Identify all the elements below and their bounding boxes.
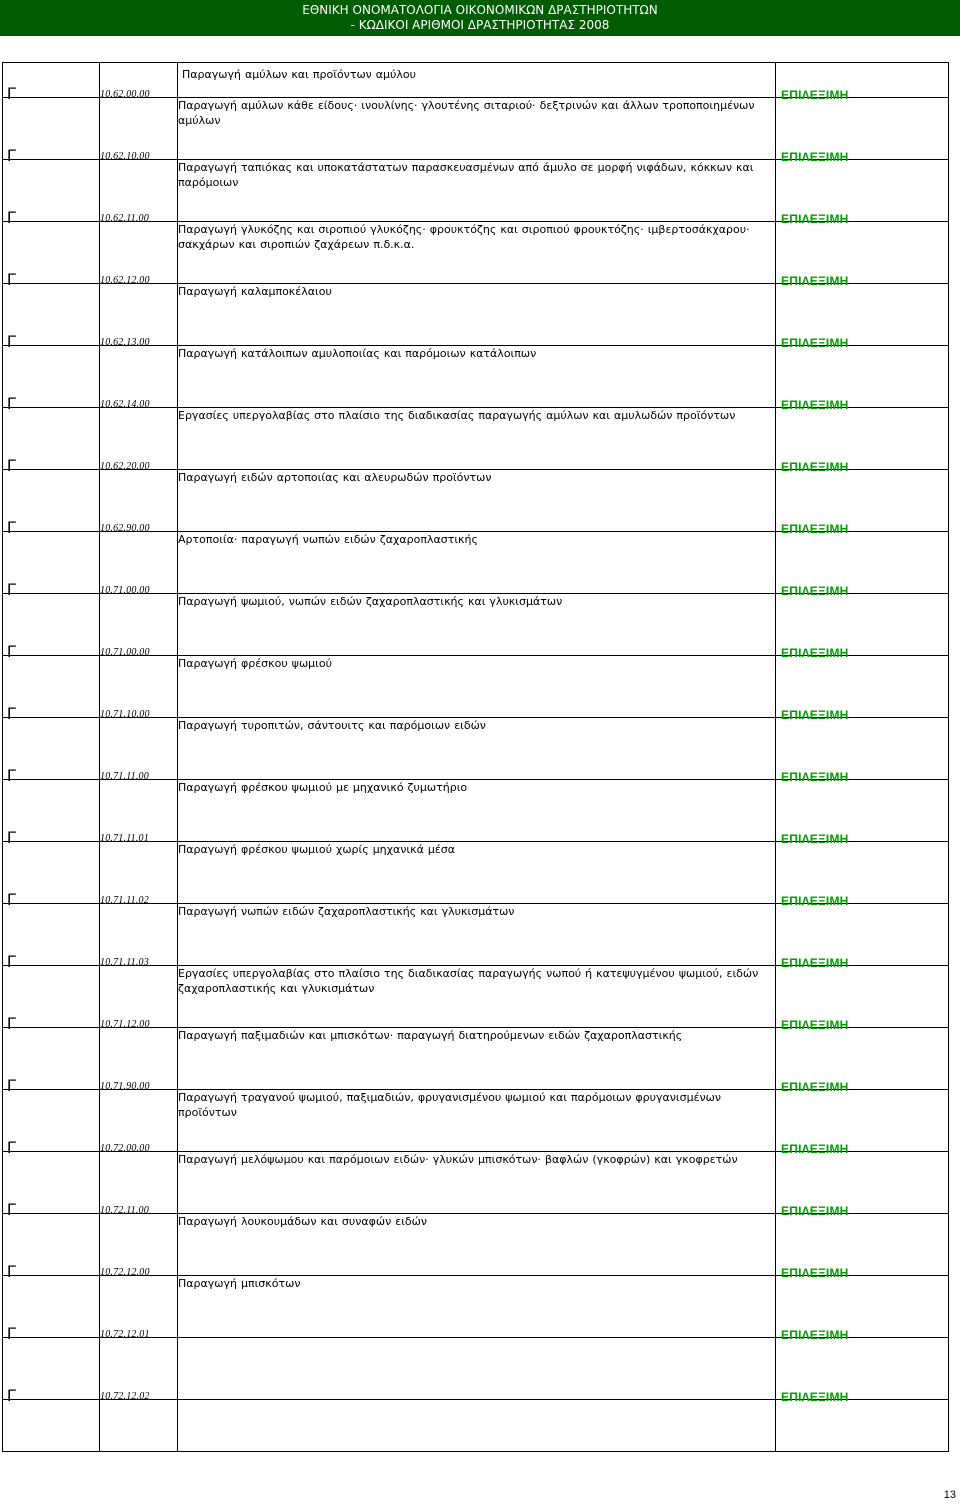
category-letter: Γ bbox=[7, 890, 17, 909]
category-letter: Γ bbox=[7, 1386, 17, 1405]
category-letter: Γ bbox=[7, 766, 17, 785]
activity-description: Αρτοποιία· παραγωγή νωπών ειδών ζαχαροπλαστικής bbox=[178, 532, 776, 594]
activity-code: 10.62.14.00 bbox=[100, 399, 150, 410]
page-header bbox=[0, 0, 960, 36]
table-cell bbox=[3, 1076, 100, 1152]
activity-code: 10.71.12.00 bbox=[100, 1019, 150, 1030]
table-cell bbox=[776, 1390, 949, 1452]
activity-description: Εργασίες υπεργολαβίας στο πλαίσιο της διαδικασίας παραγωγής νωπού ή κατεψυγμένου ψωμιού, ειδών ζαχαροπλαστικής και γλυκισμάτων bbox=[178, 966, 776, 1028]
eligible-label: ΕΠΙΛΕΞΙΜΗ bbox=[781, 522, 849, 536]
table-cell bbox=[3, 146, 100, 222]
category-letter: Γ bbox=[7, 1324, 17, 1343]
eligible-label: ΕΠΙΛΕΞΙΜΗ bbox=[781, 1080, 849, 1094]
table-cell bbox=[3, 580, 100, 656]
activity-description: Παραγωγή μπισκότων bbox=[178, 1276, 776, 1338]
table-cell bbox=[3, 642, 100, 718]
eligible-label: ΕΠΙΛΕΞΙΜΗ bbox=[781, 1390, 849, 1404]
activity-description: Παραγωγή τραγανού ψωμιού, παξιμαδιών, φρυγανισμένου ψωμιού και παρόμοιων φρυγανισμένων προϊόντων bbox=[178, 1090, 776, 1152]
activity-description: Παραγωγή κατάλοιπων αμυλοποιίας και παρόμοιων κατάλοιπων bbox=[178, 346, 776, 408]
table-cell bbox=[3, 63, 100, 98]
eligible-label: ΕΠΙΛΕΞΙΜΗ bbox=[781, 1142, 849, 1156]
activity-description: Παραγωγή αμύλων κάθε είδους· ινουλίνης· γλουτένης σιταριού· δεξτρινών και άλλων τροποποιημένων αμύλων bbox=[178, 98, 776, 160]
category-letter: Γ bbox=[7, 456, 17, 475]
activity-description: Παραγωγή φρέσκου ψωμιού με μηχανικό ζυμωτήριο bbox=[178, 780, 776, 842]
activity-code: 10.62.90.00 bbox=[100, 523, 150, 534]
activity-description: Εργασίες υπεργολαβίας στο πλαίσιο της διαδικασίας παραγωγής αμύλων και αμυλωδών προϊόντων bbox=[178, 408, 776, 470]
header-title-line2: - ΚΩΔΙΚΟΙ ΑΡΙΘΜΟΙ ΔΡΑΣΤΗΡΙΟΤΗΤΑΣ 2008 bbox=[350, 18, 610, 32]
category-letter: Γ bbox=[7, 1138, 17, 1157]
table-cell bbox=[3, 1200, 100, 1276]
table-cell bbox=[3, 952, 100, 1028]
activity-description bbox=[178, 1400, 776, 1452]
activity-code: 10.71.11.03 bbox=[100, 957, 149, 968]
category-letter: Γ bbox=[7, 1014, 17, 1033]
activity-description: Παραγωγή φρέσκου ψωμιού bbox=[178, 656, 776, 718]
category-letter: Γ bbox=[7, 208, 17, 227]
table-cell bbox=[3, 394, 100, 470]
table-cell bbox=[3, 1386, 100, 1452]
eligible-label: ΕΠΙΛΕΞΙΜΗ bbox=[781, 1204, 849, 1218]
activity-code: 10.62.12.00 bbox=[100, 275, 150, 286]
activity-description bbox=[178, 1338, 776, 1400]
table-cell bbox=[3, 704, 100, 780]
category-letter: Γ bbox=[7, 270, 17, 289]
eligible-label: ΕΠΙΛΕΞΙΜΗ bbox=[781, 336, 849, 350]
table-cell bbox=[3, 1262, 100, 1338]
eligible-label: ΕΠΙΛΕΞΙΜΗ bbox=[781, 150, 849, 164]
category-letter: Γ bbox=[7, 952, 17, 971]
eligible-label: ΕΠΙΛΕΞΙΜΗ bbox=[781, 398, 849, 412]
activity-description: Παραγωγή καλαμποκέλαιου bbox=[178, 284, 776, 346]
activity-code: 10.62.13.00 bbox=[100, 337, 150, 348]
page-number: 13 bbox=[943, 1489, 956, 1501]
activity-codes-table bbox=[2, 62, 949, 1452]
eligible-label: ΕΠΙΛΕΞΙΜΗ bbox=[781, 956, 849, 970]
activity-code: 10.62.20.00 bbox=[100, 461, 150, 472]
activity-code: 10.72.12.00 bbox=[100, 1267, 150, 1278]
activity-description: Παραγωγή αμύλων και προϊόντων αμύλου bbox=[178, 63, 776, 98]
table-row bbox=[3, 1400, 949, 1452]
category-letter: Γ bbox=[7, 1076, 17, 1095]
eligible-label: ΕΠΙΛΕΞΙΜΗ bbox=[781, 460, 849, 474]
activity-code: 10.72.12.01 bbox=[100, 1329, 150, 1340]
eligible-label: ΕΠΙΛΕΞΙΜΗ bbox=[781, 646, 849, 660]
table-cell bbox=[3, 1324, 100, 1400]
activity-description: Παραγωγή γλυκόζης και σιροπιού γλυκόζης· φρουκτόζης και σιροπιού φρουκτόζης· ιμβερτοσάκχαρου· σακχάρων και σιροπιών ζαχάρεων π.δ.κ.α. bbox=[178, 222, 776, 284]
category-letter: Γ bbox=[7, 146, 17, 165]
table-cell bbox=[3, 208, 100, 284]
eligible-label: ΕΠΙΛΕΞΙΜΗ bbox=[781, 770, 849, 784]
table-cell bbox=[3, 1138, 100, 1214]
eligible-label: ΕΠΙΛΕΞΙΜΗ bbox=[781, 584, 849, 598]
activity-description: Παραγωγή μελόψωμου και παρόμοιων ειδών· γλυκών μπισκότων· βαφλών (γκοφρών) και γκοφρετών bbox=[178, 1152, 776, 1214]
eligible-label: ΕΠΙΛΕΞΙΜΗ bbox=[781, 274, 849, 288]
activity-code: 10.72.00.00 bbox=[100, 1143, 150, 1154]
activity-code: 10.72.12.02 bbox=[100, 1391, 150, 1402]
eligible-label: ΕΠΙΛΕΞΙΜΗ bbox=[781, 832, 849, 846]
activity-description: Παραγωγή λουκουμάδων και συναφών ειδών bbox=[178, 1214, 776, 1276]
category-letter: Γ bbox=[7, 1200, 17, 1219]
activity-code: 10.71.00.00 bbox=[100, 647, 150, 658]
activity-description: Παραγωγή φρέσκου ψωμιού χωρίς μηχανικά μέσα bbox=[178, 842, 776, 904]
category-letter: Γ bbox=[7, 580, 17, 599]
table-cell bbox=[3, 332, 100, 408]
category-letter: Γ bbox=[7, 332, 17, 351]
category-letter: Γ bbox=[7, 1262, 17, 1281]
table-cell bbox=[3, 518, 100, 594]
eligible-label: ΕΠΙΛΕΞΙΜΗ bbox=[781, 1266, 849, 1280]
eligible-label: ΕΠΙΛΕΞΙΜΗ bbox=[781, 708, 849, 722]
table-cell bbox=[3, 456, 100, 532]
eligible-label: ΕΠΙΛΕΞΙΜΗ bbox=[781, 88, 849, 102]
category-letter: Γ bbox=[7, 518, 17, 537]
category-letter: Γ bbox=[7, 642, 17, 661]
eligible-label: ΕΠΙΛΕΞΙΜΗ bbox=[781, 212, 849, 226]
activity-code: 10.71.11.00 bbox=[100, 771, 149, 782]
category-letter: Γ bbox=[7, 394, 17, 413]
activity-code: 10.71.90.00 bbox=[100, 1081, 150, 1092]
activity-code: 10.62.10.00 bbox=[100, 151, 150, 162]
activity-description: Παραγωγή ειδών αρτοποιίας και αλευρωδών προϊόντων bbox=[178, 470, 776, 532]
activity-description: Παραγωγή ταπιόκας και υποκατάστατων παρασκευασμένων από άμυλο σε μορφή νιφάδων, κόκκων και παρόμοιων bbox=[178, 160, 776, 222]
category-letter: Γ bbox=[7, 84, 17, 103]
activity-code: 10.71.11.01 bbox=[100, 833, 149, 844]
table-cell bbox=[3, 828, 100, 904]
table-cell bbox=[3, 766, 100, 842]
activity-code: 10.62.00.00 bbox=[100, 89, 150, 100]
activity-description: Παραγωγή ψωμιού, νωπών ειδών ζαχαροπλαστικής και γλυκισμάτων bbox=[178, 594, 776, 656]
activity-code: 10.71.10.00 bbox=[100, 709, 150, 720]
table-cell bbox=[100, 1391, 178, 1452]
table-cell bbox=[3, 270, 100, 346]
activity-code: 10.71.11.02 bbox=[100, 895, 149, 906]
activity-code: 10.62.11.00 bbox=[100, 213, 149, 224]
category-letter: Γ bbox=[7, 828, 17, 847]
activity-code: 10.72.11.00 bbox=[100, 1205, 149, 1216]
eligible-label: ΕΠΙΛΕΞΙΜΗ bbox=[781, 1018, 849, 1032]
table-cell bbox=[3, 84, 100, 160]
activity-description: Παραγωγή τυροπιτών, σάντουιτς και παρόμοιων ειδών bbox=[178, 718, 776, 780]
eligible-label: ΕΠΙΛΕΞΙΜΗ bbox=[781, 1328, 849, 1342]
activity-code: 10.71.00.00 bbox=[100, 585, 150, 596]
eligible-label: ΕΠΙΛΕΞΙΜΗ bbox=[781, 894, 849, 908]
activity-description: Παραγωγή παξιμαδιών και μπισκότων· παραγωγή διατηρούμενων ειδών ζαχαροπλαστικής bbox=[178, 1028, 776, 1090]
activity-description: Παραγωγή νωπών ειδών ζαχαροπλαστικής και γλυκισμάτων bbox=[178, 904, 776, 966]
table-cell bbox=[3, 890, 100, 966]
header-title-line1: ΕΘΝΙΚΗ ΟΝΟΜΑΤΟΛΟΓΙΑ ΟΙΚΟΝΟΜΙΚΩΝ ΔΡΑΣΤΗΡΙΟΤΗΤΩΝ bbox=[302, 3, 658, 17]
category-letter: Γ bbox=[7, 704, 17, 723]
table-cell bbox=[3, 1014, 100, 1090]
